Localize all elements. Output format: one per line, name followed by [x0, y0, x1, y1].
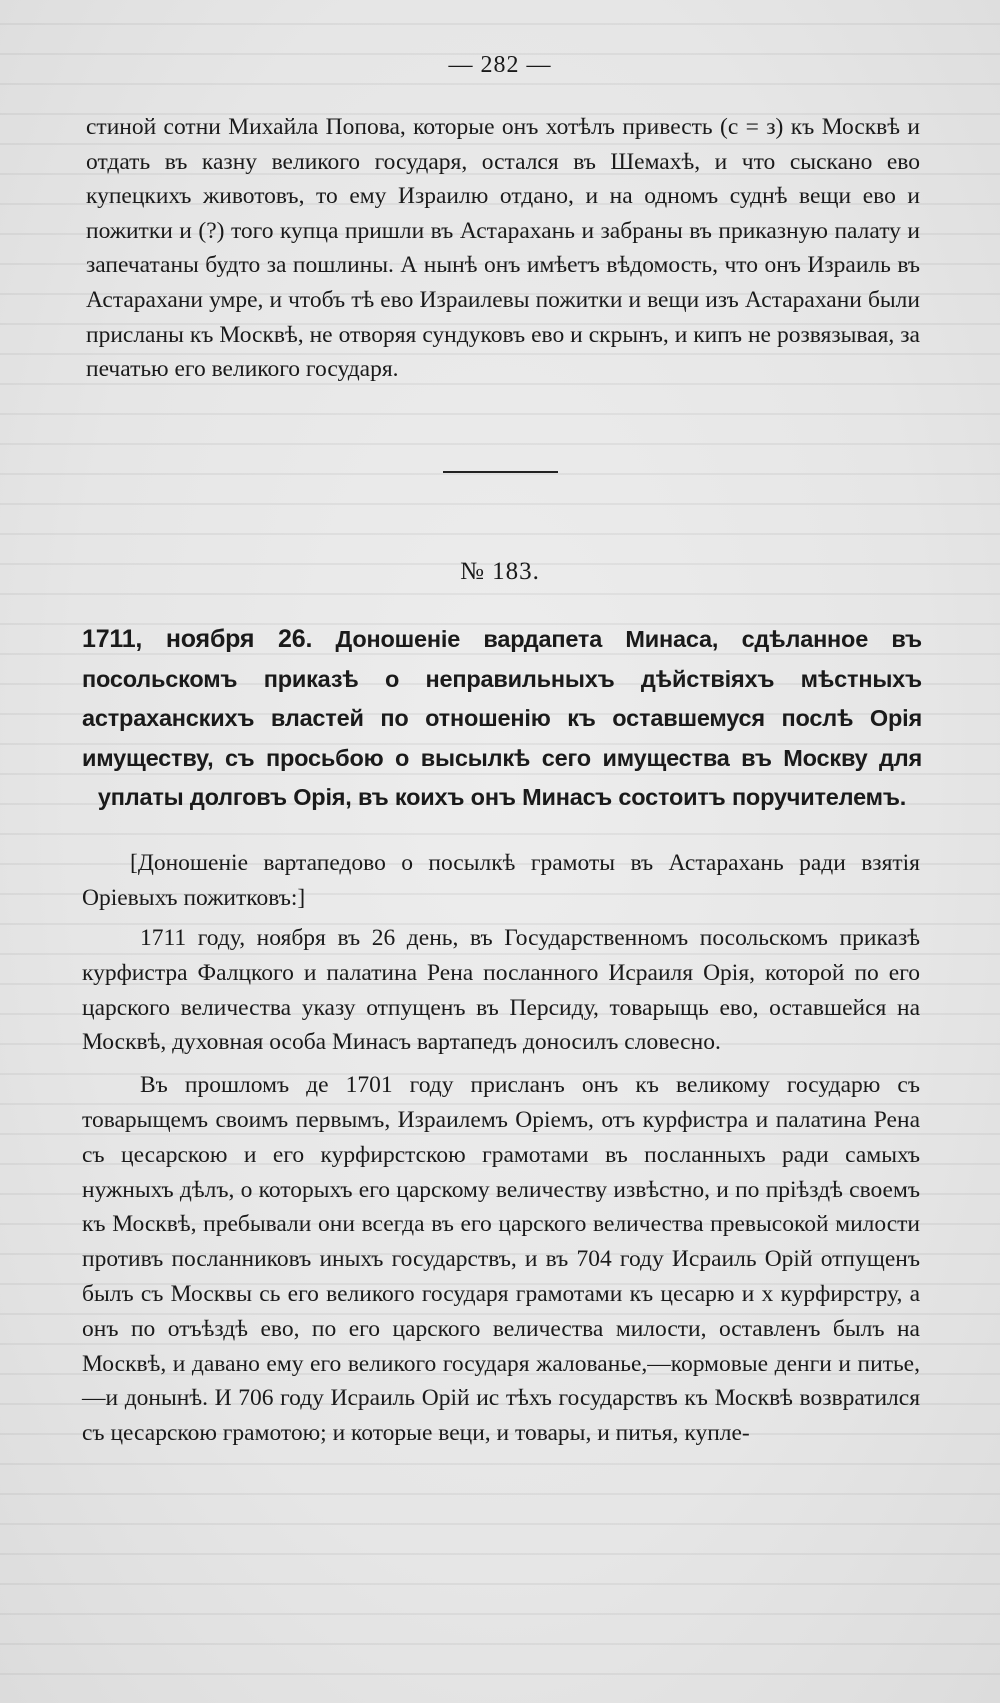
- body-paragraph: Въ прошломъ де 1701 году присланъ онъ къ великому государю съ товарыщемъ своимъ первымъ, Израилемъ Оріемъ, отъ курфистра и палатина Рена съ цесарскою и его курфирстскою грамотами въ посланныхъ ради самыхъ нужныхъ дѣлъ, о которыхъ его царскому величеству извѣстно, и по пріѣздѣ своемъ къ Москвѣ, пребывали они всегда въ его царского величества превысокой милости противъ посланниковъ иныхъ государствъ, и въ 704 году Исраиль Орій отпущенъ былъ съ Москвы сь его великого государя грамотами къ цесарю и х курфирстру, а онъ по отъѣздѣ ево, по его царского величества милости, оставленъ былъ на Москвѣ, и давано ему его великого государя жалованье,—кормовые денги и питье,—и донынѣ. И 706 году Исраиль Орій ис тѣхъ государствъ къ Москвѣ возвратился съ цесарскою грамотою; и которые веци, и товары, и питья, купле-: [82, 1072, 920, 1447]
- heading-text: Доношеніе вардапета Минаса, сдѣланное въ посольскомъ приказѣ о неправильныхъ дѣйствіяхъ мѣстныхъ астраханскихъ властей по отношенію къ оставшемуся послѣ Орія имуществу, съ просьбою о высылкѣ сего имущества въ Москву для уплаты долговъ Орія, въ коихъ онъ Минасъ состоитъ поручителемъ.: [82, 626, 922, 810]
- page-number: — 282 —: [448, 52, 552, 78]
- archival-title-text: [Доношеніе вартапедово о посылкѣ грамоты въ Астарахань ради взятія Оріевыхъ пожитковъ:]: [82, 850, 920, 911]
- document-heading: [82, 620, 922, 818]
- document-number: № 183.: [460, 558, 540, 585]
- continuation-text: [86, 110, 920, 387]
- continuation-paragraph: стиной сотни Михайла Попова, которые онъ хотѣлъ привесть (с = з) къ Москвѣ и отдать въ казну великого государя, остался въ Шемахѣ, и что сыскано ево купецкихъ животовъ, то ему Израилю отдано, и на одномъ суднѣ вещи ево и пожитки и (?) того купца пришли въ Астарахань и забраны въ приказную палату и запечатаны будто за пошлины. А нынѣ онъ имѣетъ вѣдомость, что онъ Израиль въ Астарахани умре, и чтобъ тѣ ево Израилевы пожитки и вещи изъ Астарахани были присланы къ Москвѣ, не отворяя сундуковъ ево и скрынъ, и кипъ не розвязывая, за печатью его великого государя.: [86, 114, 920, 383]
- section-divider: [443, 471, 558, 473]
- archival-title: [82, 846, 920, 916]
- heading-date: 1711, ноября 26.: [82, 625, 313, 653]
- body-paragraph: 1711 году, ноября въ 26 день, въ Государственномъ посольскомъ приказѣ курфистра Фалцкого и палатина Рена посланного Исраиля Орія, которой по его царского величества указу отпущенъ въ Персиду, товарыщь ево, оставшейся на Москвѣ, духовная особа Минасъ вартапедъ доносилъ словесно.: [82, 925, 920, 1056]
- body-text: [82, 921, 920, 1451]
